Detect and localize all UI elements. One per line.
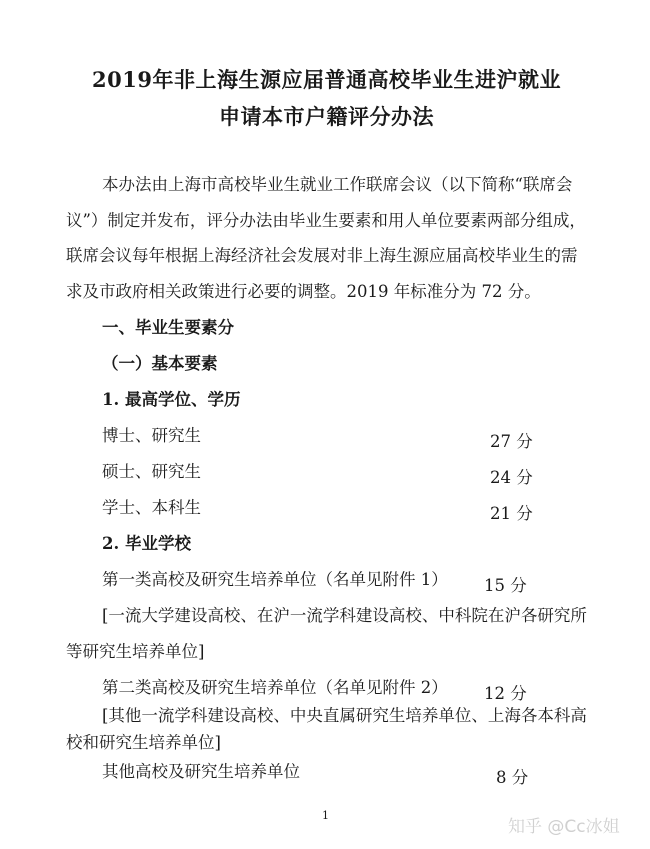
section-heading: 一、毕业生要素分 [102, 318, 234, 337]
school-note-tier2-line-2: 校和研究生培养单位] [66, 733, 221, 752]
intro-line-1: 本办法由上海市高校毕业生就业工作联席会议（以下简称“联席会 [102, 175, 573, 194]
school-note-tier1-line-1: [一流大学建设高校、在沪一流学科建设高校、中科院在沪各研究所 [102, 606, 587, 625]
degree-label-bachelor: 学士、本科生 [102, 498, 201, 517]
title-line-1: 2019年非上海生源应届普通高校毕业生进沪就业 [92, 67, 561, 92]
school-label-tier1: 第一类高校及研究生培养单位（名单见附件 1） [102, 570, 448, 589]
degree-score-master: 24 分 [490, 468, 533, 487]
intro-line-3: 联席会议每年根据上海经济社会发展对非上海生源应届高校毕业生的需 [66, 246, 578, 265]
school-score-tier2: 12 分 [484, 684, 527, 703]
watermark: 知乎 @Cc冰姐 [508, 817, 620, 837]
title-line-2: 申请本市户籍评分办法 [219, 104, 434, 129]
degree-score-bachelor: 21 分 [490, 504, 533, 523]
school-note-tier2-line-1: [其他一流学科建设高校、中央直属研究生培养单位、上海各本科高 [102, 706, 587, 725]
intro-line-2: 议”）制定并发布，评分办法由毕业生要素和用人单位要素两部分组成， [66, 211, 586, 230]
degree-label-master: 硕士、研究生 [102, 462, 201, 481]
school-label-tier2: 第二类高校及研究生培养单位（名单见附件 2） [102, 678, 448, 697]
school-note-tier1-line-2: 等研究生培养单位] [66, 642, 205, 661]
intro-line-4: 求及市政府相关政策进行必要的调整。2019 年标准分为 72 分。 [66, 282, 541, 301]
school-label-other: 其他高校及研究生培养单位 [102, 762, 300, 781]
school-score-other: 8 分 [496, 768, 529, 787]
item-2-heading: 2. 毕业学校 [102, 534, 191, 553]
item-1-heading: 1. 最高学位、学历 [102, 390, 241, 409]
degree-score-doctor: 27 分 [490, 432, 533, 451]
school-score-tier1: 15 分 [484, 576, 527, 595]
page-number: 1 [322, 809, 329, 822]
subsection-heading: （一）基本要素 [102, 354, 218, 373]
degree-label-doctor: 博士、研究生 [102, 426, 201, 445]
